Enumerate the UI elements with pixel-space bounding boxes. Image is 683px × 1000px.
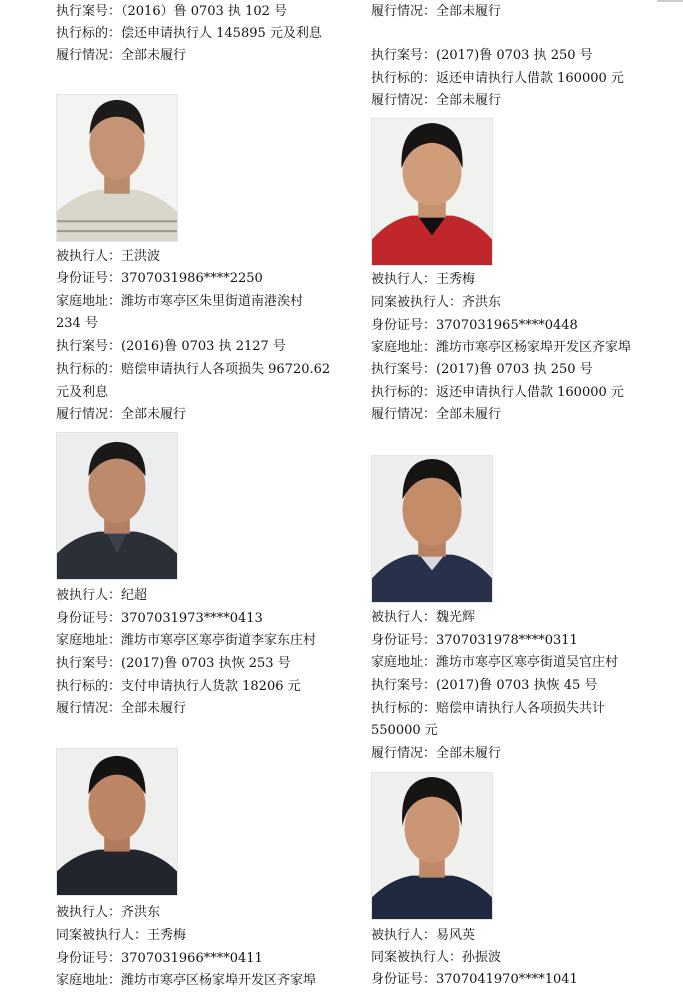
execution-target: 执行标的：返还申请执行人借款 160000 元 (371, 71, 624, 86)
co-defendant: 同案被执行人：孙振波 (371, 950, 502, 965)
performance-status: 履行情况：全部未履行 (56, 48, 187, 63)
id-number: 身份证号：3707031966****0411 (56, 951, 263, 966)
performance-status: 履行情况：全部未履行 (371, 407, 502, 422)
defendant-name: 被执行人：齐洪东 (56, 905, 161, 920)
defendant-name: 被执行人：易风英 (371, 928, 476, 943)
person-photo-yi-fengying (371, 772, 493, 920)
execution-target: 执行标的：支付申请执行人货款 18206 元 (56, 679, 301, 694)
execution-target: 执行标的：赔偿申请执行人各项损失共计 (371, 701, 606, 716)
id-number: 身份证号：3707031978****0311 (371, 633, 578, 648)
defendant-name: 被执行人：魏光辉 (371, 610, 476, 625)
case-number: 执行案号：(2017)鲁 0703 执 250 号 (371, 362, 593, 377)
performance-status: 履行情况：全部未履行 (56, 701, 187, 716)
case-number: 执行案号：(2017)鲁 0703 执恢 45 号 (371, 678, 598, 693)
defendant-name: 被执行人：纪超 (56, 588, 148, 603)
execution-target: 执行标的：偿还申请执行人 145895 元及利息 (56, 26, 322, 41)
home-address: 家庭地址：潍坊市寒亭区杨家埠开发区齐家埠 (56, 973, 317, 988)
defendant-name: 被执行人：王秀梅 (371, 272, 476, 287)
person-photo-qi-hongdong (56, 748, 178, 896)
performance-status: 履行情况：全部未履行 (371, 4, 502, 19)
case-number: 执行案号：(2017)鲁 0703 执恢 253 号 (56, 656, 291, 671)
home-address: 家庭地址：潍坊市寒亭区寒亭街道吴官庄村 (371, 655, 619, 670)
id-number: 身份证号：3707031986****2250 (56, 271, 263, 286)
id-number: 身份证号：3707041970****1041 (371, 972, 578, 987)
home-address: 家庭地址：潍坊市寒亭区寒亭街道李家东庄村 (56, 633, 317, 648)
id-number: 身份证号：3707031965****0448 (371, 318, 578, 333)
person-photo-ji-chao (56, 432, 178, 580)
co-defendant: 同案被执行人：齐洪东 (371, 295, 502, 310)
case-number: 执行案号：(2017)鲁 0703 执 250 号 (371, 48, 593, 63)
execution-target: 执行标的：返还申请执行人借款 160000 元 (371, 385, 624, 400)
person-photo-wei-guanghui (371, 455, 493, 603)
defendant-name: 被执行人：王洪波 (56, 249, 161, 264)
home-address-cont: 234 号 (56, 316, 98, 331)
execution-target-cont: 元及利息 (56, 385, 109, 400)
co-defendant: 同案被执行人：王秀梅 (56, 928, 187, 943)
page-edge-mark (657, 0, 683, 2)
execution-target: 执行标的：赔偿申请执行人各项损失 96720.62 (56, 362, 331, 377)
person-photo-wang-hongbo (56, 94, 178, 242)
performance-status: 履行情况：全部未履行 (371, 93, 502, 108)
home-address: 家庭地址：潍坊市寒亭区朱里街道南港涘村 (56, 294, 304, 309)
performance-status: 履行情况：全部未履行 (371, 746, 502, 761)
case-number: 执行案号：(2016)鲁 0703 执 2127 号 (56, 339, 286, 354)
home-address: 家庭地址：潍坊市寒亭区杨家埠开发区齐家埠 (371, 340, 632, 355)
performance-status: 履行情况：全部未履行 (56, 407, 187, 422)
case-number: 执行案号：（2016）鲁 0703 执 102 号 (56, 4, 288, 19)
person-photo-wang-xiumei (371, 118, 493, 266)
id-number: 身份证号：3707031973****0413 (56, 611, 263, 626)
execution-target-cont: 550000 元 (371, 723, 438, 738)
